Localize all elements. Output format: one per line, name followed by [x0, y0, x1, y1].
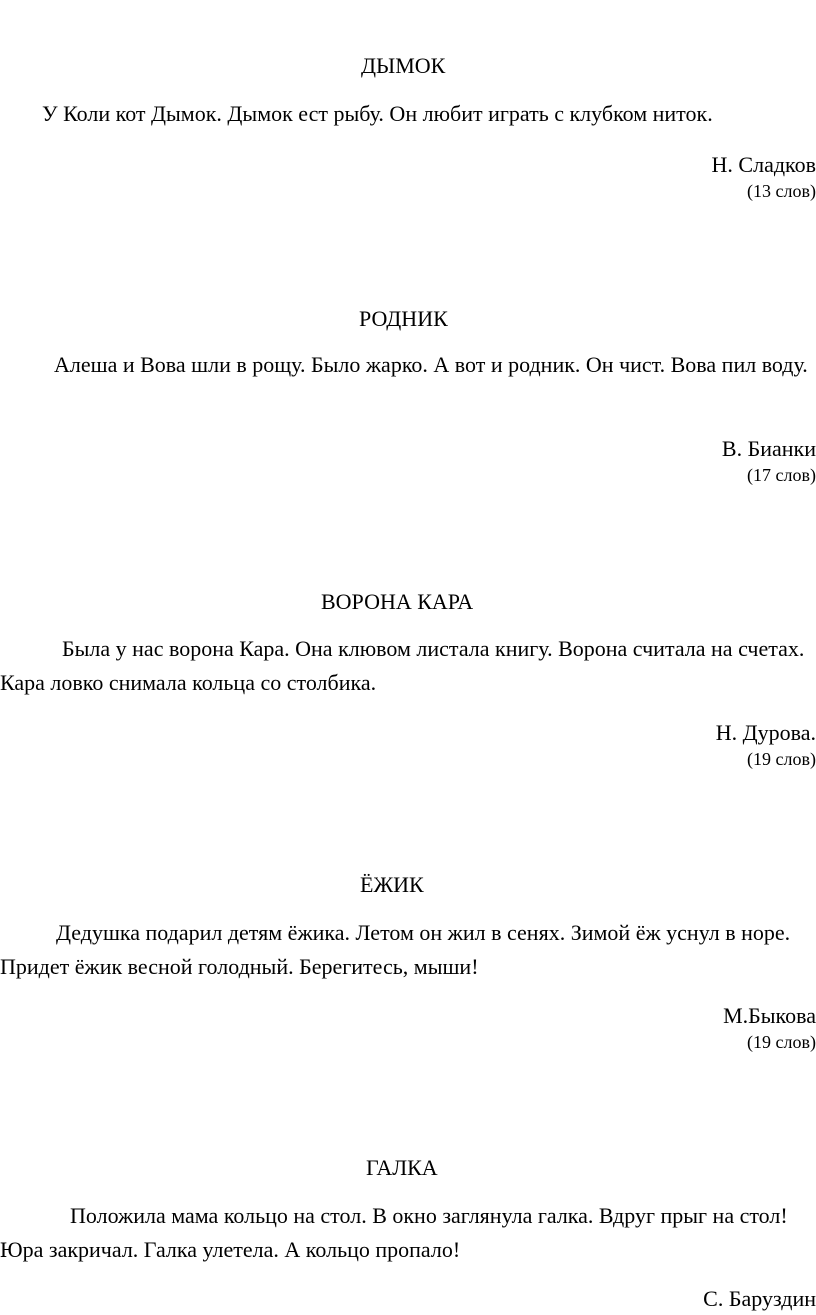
word-count: (19 слов)	[747, 749, 816, 769]
story-author: М.Быкова	[723, 1003, 816, 1028]
story-text: Была у нас ворона Кара. Она клювом листала книгу. Ворона считала на счетах. Кара ловко снимала кольца со столбика.	[0, 636, 805, 695]
word-count: (17 слов)	[747, 465, 816, 485]
word-count: (19 слов)	[747, 1032, 816, 1052]
story-text: Положила мама кольцо на стол. В окно заглянула галка. Вдруг прыг на стол! Юра закричал. Галка улетела. А кольцо пропало!	[0, 1203, 788, 1262]
story-title: ВОРОНА КАРА	[321, 589, 474, 614]
story-text: У Коли кот Дымок. Дымок ест рыбу. Он любит играть с клубком ниток.	[42, 101, 713, 126]
story-author: Н. Сладков	[711, 152, 816, 177]
story-title: ГАЛКА	[366, 1155, 438, 1180]
story-text: Алеша и Вова шли в рощу. Было жарко. А вот и родник. Он чист. Вова пил воду.	[54, 352, 808, 377]
story-title: ЁЖИК	[360, 872, 424, 897]
story-author: В. Бианки	[721, 436, 816, 461]
word-count: (13 слов)	[747, 181, 816, 201]
story-title: ДЫМОК	[361, 53, 446, 78]
story-author: Н. Дурова.	[715, 720, 816, 745]
story-author: С. Баруздин	[703, 1286, 816, 1311]
story-title: РОДНИК	[359, 306, 448, 331]
story-text: Дедушка подарил детям ёжика. Летом он жил в сенях. Зимой ёж уснул в норе. Придет ёжик весной голодный. Берегитесь, мыши!	[0, 920, 791, 979]
